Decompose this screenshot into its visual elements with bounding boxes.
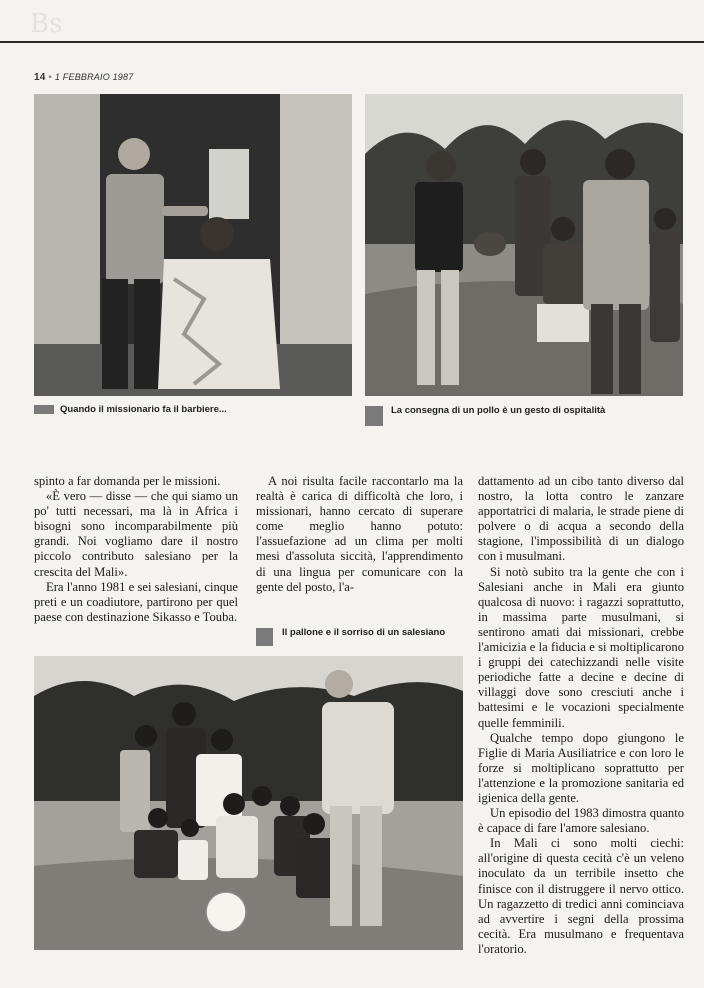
article-column-1 [34,474,238,625]
caption-marker-icon [256,628,273,646]
caption-football-text: Il pallone e il sorriso di un salesiano [282,627,446,638]
caption-football [256,627,456,638]
paragraph: Si notò subito tra la gente che con i Salesiani anche in Mali era giunto qualcosa di nuovo: i ragazzi soprattutto, in massima parte musulmani, si sentirono amati dai missionari, crebbe l'amicizia e la fiducia e si moltiplicarono i gruppi dei catechizzandi nelle visite periodiche fatte a decine e decine di villaggi dove sono cresciuti anche i battesimi e le vocazioni specialmente quelle femminili. [478,564,684,730]
caption-barber-text: Quando il missionario fa il barbiere... [60,404,227,415]
caption-barber [34,404,352,415]
svg-text:Bs: Bs [30,9,63,38]
photo-chicken-gift [365,94,683,396]
caption-marker-icon [365,406,383,426]
paragraph: In Mali ci sono molti ciechi: all'origine di questa cecità c'è un veleno inoculato da un terribile insetto che finisce con il distruggere il nervo ottico. Un ragazzetto di tredici anni cominciava ad avvertire i segni della prossima cecità. Era musulmano e frequentava l'oratorio. [478,836,684,956]
paragraph: spinto a far domanda per le missioni. [34,474,221,488]
paragraph: Era l'anno 1981 e sei salesiani, cinque preti e un coadiutore, partirono per quel paese con destinazione Sikasso e Touba. [34,579,238,624]
photo-barber [34,94,352,396]
caption-marker-icon [34,405,54,414]
caption-chicken-text: La consegna di un pollo è un gesto di ospitalità [391,405,606,416]
article-column-3 [478,474,684,957]
top-rule [0,41,704,43]
header-separator: • [48,72,52,82]
paragraph: Un episodio del 1983 dimostra quanto è capace di fare l'amore salesiano. [478,806,684,836]
paragraph: dattamento ad un cibo tanto diverso dal nostro, la lotta contro le zanzare apportatrici di malaria, le strade piene di polvere o di acqua a secondo della stagione, l'impossibilità di un dialogo con i musulmani. [478,474,684,564]
caption-chicken [365,405,665,416]
publisher-logo-icon [28,8,88,38]
paragraph: Qualche tempo dopo giungono le Figlie di Maria Ausiliatrice e con loro le forze si moltiplicano soprattutto per l'attenzione e la promozione sanitaria ed igienica della gente. [478,730,684,805]
photo-football-smile [34,656,463,950]
paragraph: A noi risulta facile raccontarlo ma la realtà è carica di difficoltà che loro, i missionari, hanno cercato di superare come meglio hanno potuto: l'assuefazione ad un clima per molti mesi d'assoluta siccità, l'apprendimento di una lingua per comunicare con la gente del posto, l'a- [256,474,463,594]
issue-date: 1 FEBBRAIO 1987 [54,72,134,82]
page-header [34,72,133,83]
page-number: 14 [34,72,46,83]
paragraph: «È vero — disse — che qui siamo un po' tutti necessari, ma là in Africa i bisogni sono incomparabilmente più grandi. Noi vogliamo dare il nostro piccolo contributo salesiano per la crescita del Mali». [34,489,238,579]
article-column-2 [256,474,463,595]
